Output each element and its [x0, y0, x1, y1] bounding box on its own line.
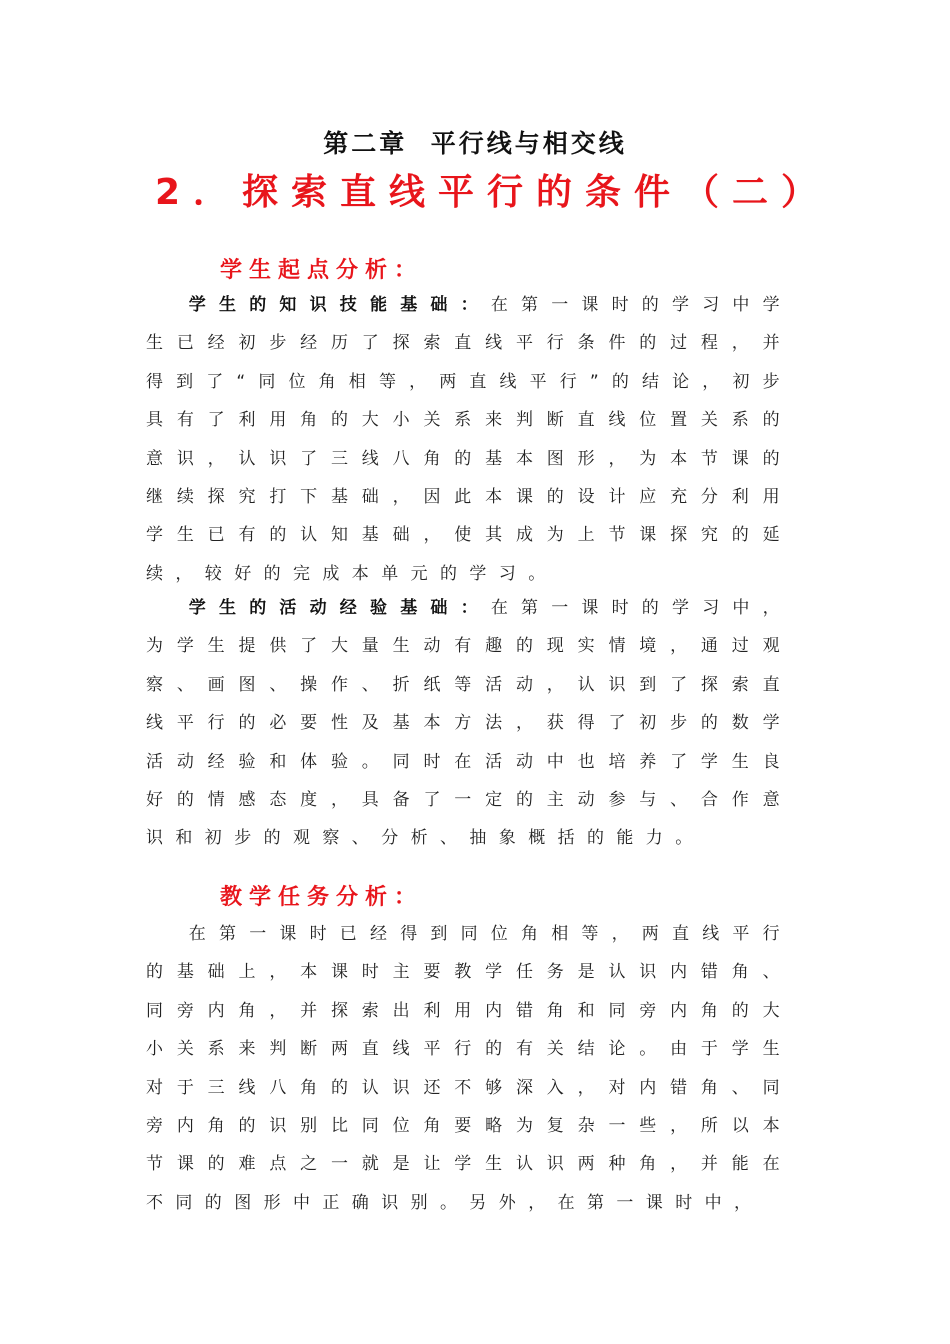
section-heading-student-analysis: 学生起点分析：	[220, 258, 424, 283]
paragraph-text: 在第一课时的学习中，为学生提供了大量生动有趣的现实情境，通过观察、画图、操作、折纸等活动，认识到了探索直线平行的必要性及基本方法，获得了初步的数学活动经验和体验。同时在活动中也培养了学生良好的情感态度，具备了一定的主动参与、合作意识和初步的观察、分析、抽象概括的能力。	[146, 598, 793, 849]
paragraph-activity-foundation	[146, 589, 792, 858]
lesson-title: 2．探索直线平行的条件（二）	[155, 172, 831, 213]
chapter-title: 第二章 平行线与相交线	[323, 129, 627, 158]
paragraph-text: 在第一课时的学习中学生已经初步经历了探索直线平行条件的过程，并得到了“同位角相等，两直线平行”的结论，初步具有了利用角的大小关系来判断直线位置关系的意识，认识了三线八角的基本图形，为本节课的继续探究打下基础，因此本课的设计应充分利用学生已有的认知基础，使其成为上节课探究的延续，较好的完成本单元的学习。	[146, 295, 793, 584]
section-heading-task-analysis: 教学任务分析：	[220, 885, 424, 910]
paragraph-lead: 学生的活动经验基础：	[188, 598, 491, 618]
paragraph-text: 在第一课时已经得到同位角相等，两直线平行的基础上，本课时主要教学任务是认识内错角、同旁内角，并探索出利用内错角和同旁内角的大小关系来判断两直线平行的有关结论。由于学生对于三线八角的认识还不够深入，对内错角、同旁内角的识别比同位角要略为复杂一些，所以本节课的难点之一就是让学生认识两种角，并能在不同的图形中正确识别。另外，在第一课时中，	[146, 924, 792, 1213]
paragraph-task-analysis	[146, 915, 792, 1222]
paragraph-knowledge-foundation	[146, 286, 792, 593]
paragraph-lead: 学生的知识技能基础：	[188, 295, 491, 315]
